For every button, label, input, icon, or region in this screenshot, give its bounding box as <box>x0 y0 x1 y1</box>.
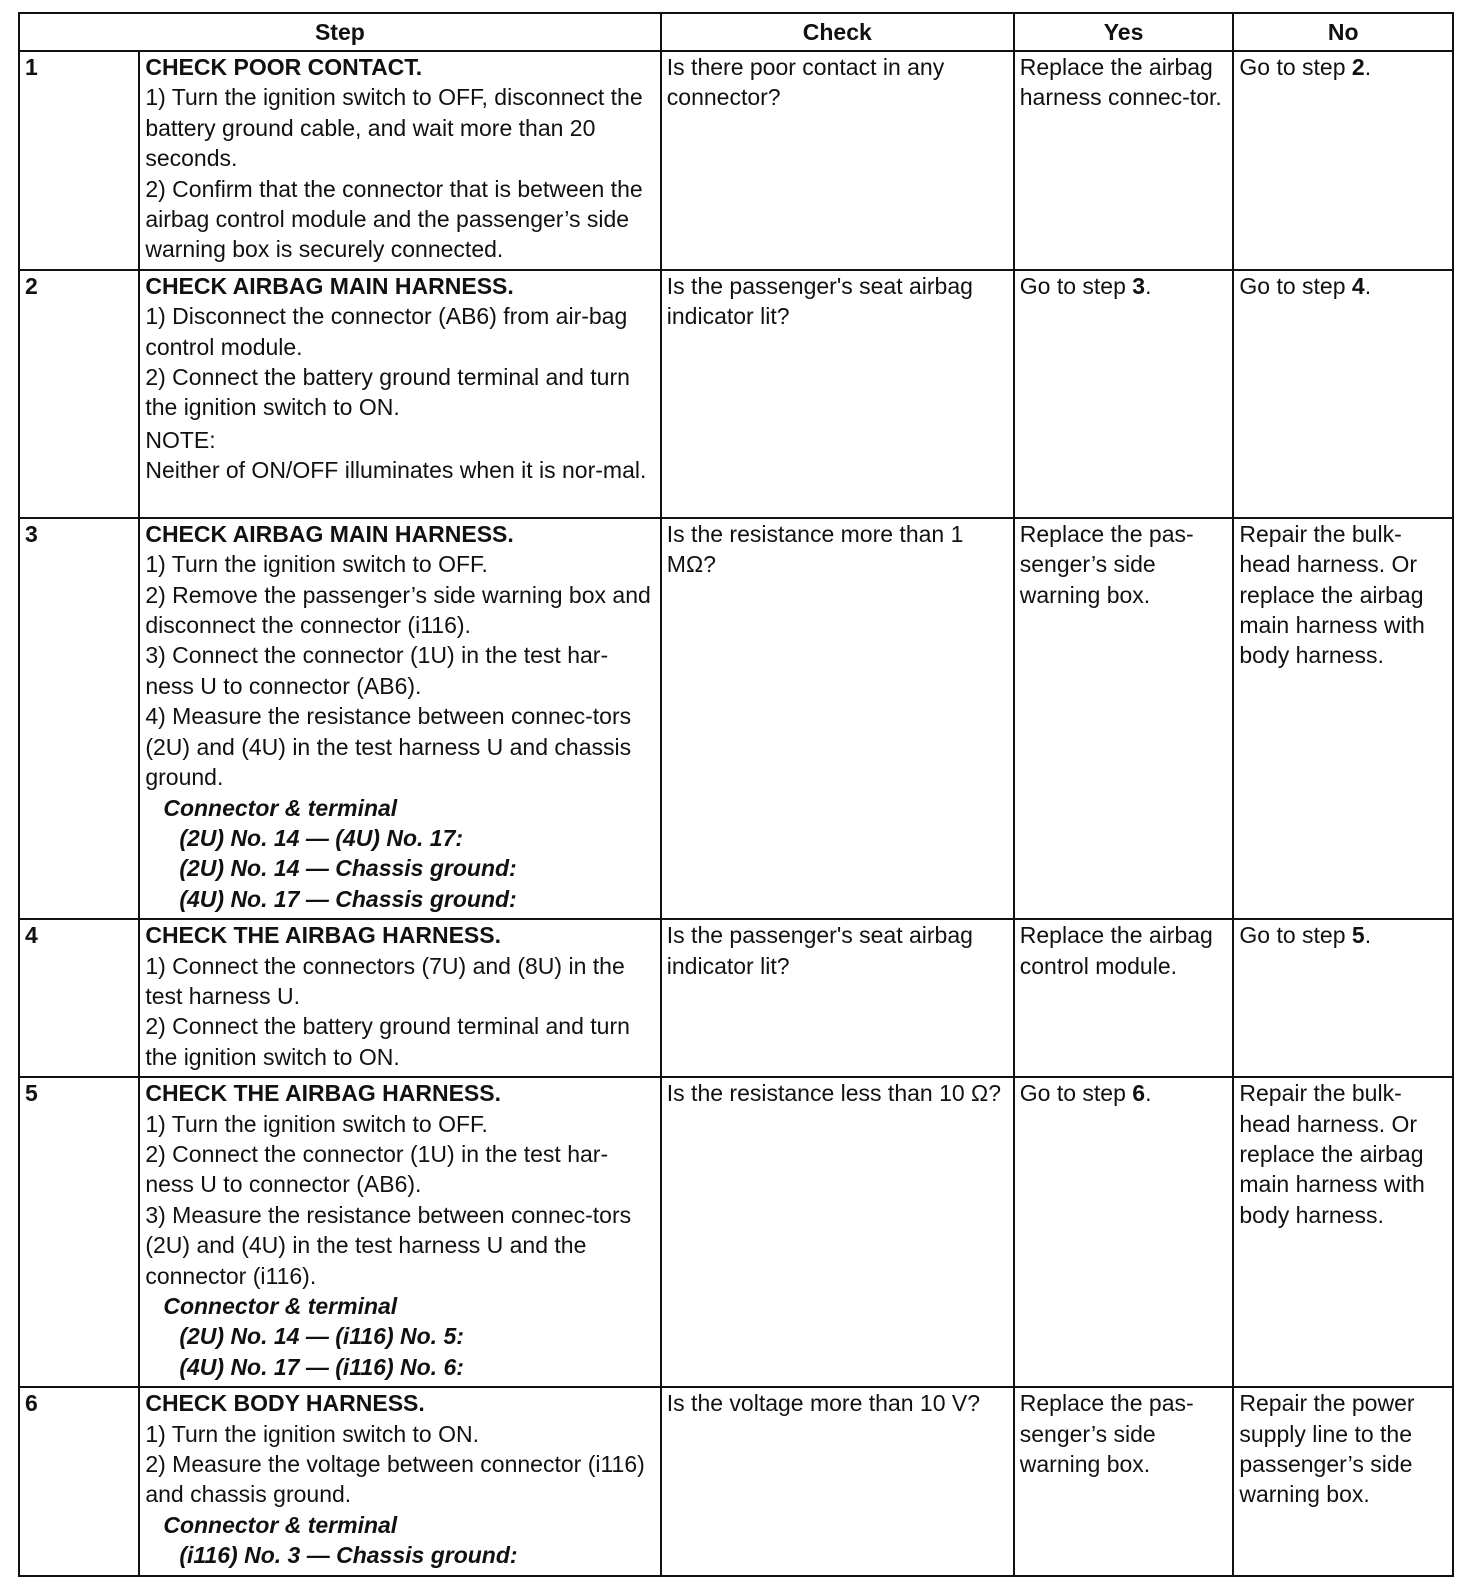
no-cell: Repair the bulk-head harness. Or replace the airbag main harness with body harness. <box>1233 1077 1453 1387</box>
step-title: CHECK AIRBAG MAIN HARNESS. <box>145 520 514 547</box>
step-line: 1) Disconnect the connector (AB6) from air-bag control module. <box>145 303 628 360</box>
step-line: 1) Turn the ignition switch to ON. <box>145 1420 479 1447</box>
step-line: 3) Measure the resistance between connec-tors (2U) and (4U) in the test harness U and the connector (i116). <box>145 1201 632 1289</box>
connector-terminal-line: (2U) No. 14 — Chassis ground: <box>179 855 517 882</box>
step-description <box>139 919 660 1077</box>
step-line: 2) Confirm that the connector that is between the airbag control module and the passenger’s side warning box is securely connected. <box>145 175 643 263</box>
step-line: 2) Connect the battery ground terminal and turn the ignition switch to ON. <box>145 1013 630 1070</box>
connector-terminal-label: Connector & terminal <box>163 794 398 821</box>
table-row <box>19 518 1453 919</box>
step-title: CHECK BODY HARNESS. <box>145 1390 425 1417</box>
check-cell: Is the passenger's seat airbag indicator lit? <box>661 919 1014 1077</box>
yes-suffix: . <box>1145 272 1152 299</box>
step-line: 4) Measure the resistance between connec-tors (2U) and (4U) in the test harness U and chassis ground. <box>145 703 632 791</box>
table-row <box>19 51 1453 270</box>
step-line: 1) Turn the ignition switch to OFF. <box>145 551 488 578</box>
step-line: 1) Turn the ignition switch to OFF. <box>145 1110 488 1137</box>
yes-cell: Replace the airbag control module. <box>1014 919 1234 1077</box>
step-line: 1) Connect the connectors (7U) and (8U) in the test harness U. <box>145 952 625 1009</box>
table-row <box>19 1387 1453 1575</box>
step-ref: 3 <box>1132 272 1146 299</box>
step-description <box>139 1077 660 1387</box>
no-cell: Repair the bulk-head harness. Or replace the airbag main harness with body harness. <box>1233 518 1453 919</box>
step-ref: 5 <box>1351 922 1365 949</box>
connector-terminal-line: (4U) No. 17 — Chassis ground: <box>179 885 517 912</box>
connector-terminal-line: (i116) No. 3 — Chassis ground: <box>179 1542 518 1569</box>
note-text: Neither of ON/OFF illuminates when it is nor-mal. <box>145 457 647 484</box>
step-description <box>139 51 660 270</box>
header-yes: Yes <box>1014 13 1234 51</box>
no-cell <box>1233 51 1453 270</box>
connector-terminal-label: Connector & terminal <box>163 1293 398 1319</box>
connector-terminal-label: Connector & terminal <box>163 1511 398 1538</box>
no-suffix: . <box>1364 54 1372 80</box>
step-ref: 6 <box>1132 1080 1146 1107</box>
no-text: Go to step <box>1239 54 1352 80</box>
step-title: CHECK THE AIRBAG HARNESS. <box>145 922 501 949</box>
step-description <box>139 1387 660 1575</box>
connector-terminal-line: (2U) No. 14 — (i116) No. 5: <box>179 1323 464 1350</box>
no-cell <box>1233 919 1453 1077</box>
no-suffix: . <box>1364 922 1372 949</box>
no-text: Go to step <box>1239 922 1352 949</box>
step-line: 1) Turn the ignition switch to OFF, disconnect the battery ground cable, and wait more than 20 seconds. <box>145 84 643 172</box>
step-line: 2) Connect the connector (1U) in the test har-ness U to connector (AB6). <box>145 1140 609 1198</box>
step-description <box>139 518 660 919</box>
header-no: No <box>1233 13 1453 51</box>
table-row <box>19 1077 1453 1387</box>
yes-text: Go to step <box>1019 1080 1133 1107</box>
yes-cell: Replace the pas-senger’s side warning box. <box>1014 518 1234 919</box>
yes-cell <box>1014 1077 1234 1387</box>
table-header-row <box>19 13 1453 51</box>
check-cell: Is there poor contact in any connector? <box>661 51 1014 270</box>
header-check: Check <box>661 13 1014 51</box>
step-line: 2) Measure the voltage between connector (i116) and chassis ground. <box>145 1451 645 1508</box>
no-suffix: . <box>1364 272 1372 299</box>
connector-terminal-line: (4U) No. 17 — (i116) No. 6: <box>179 1353 464 1380</box>
connector-terminal-line: (2U) No. 14 — (4U) No. 17: <box>179 824 464 851</box>
check-cell: Is the passenger's seat airbag indicator lit? <box>661 270 1014 518</box>
step-number: 1 <box>19 51 139 270</box>
no-cell: Repair the power supply line to the passenger’s side warning box. <box>1233 1387 1453 1575</box>
step-number: 4 <box>19 919 139 1077</box>
note-label: NOTE: <box>145 426 216 453</box>
no-text: Go to step <box>1239 272 1352 299</box>
check-cell: Is the resistance more than 1 MΩ? <box>661 518 1014 919</box>
step-ref: 4 <box>1351 272 1365 299</box>
step-line: 2) Remove the passenger’s side warning box and disconnect the connector (i116). <box>145 581 651 639</box>
yes-cell: Replace the pas-senger’s side warning box. <box>1014 1387 1234 1575</box>
yes-text: Go to step <box>1019 272 1133 299</box>
step-number: 2 <box>19 270 139 518</box>
diagnostic-table <box>18 12 1454 1577</box>
step-title: CHECK AIRBAG MAIN HARNESS. <box>145 272 514 299</box>
step-line: 3) Connect the connector (1U) in the test har-ness U to connector (AB6). <box>145 642 609 699</box>
step-number: 6 <box>19 1387 139 1575</box>
table-row <box>19 919 1453 1077</box>
check-cell: Is the voltage more than 10 V? <box>661 1387 1014 1575</box>
no-cell <box>1233 270 1453 518</box>
step-line: 2) Connect the battery ground terminal and turn the ignition switch to ON. <box>145 364 630 421</box>
step-title: CHECK POOR CONTACT. <box>145 54 423 80</box>
step-title: CHECK THE AIRBAG HARNESS. <box>145 1080 501 1107</box>
step-description <box>139 270 660 518</box>
yes-cell: Replace the airbag harness connec-tor. <box>1014 51 1234 270</box>
step-ref: 2 <box>1351 54 1365 80</box>
yes-suffix: . <box>1145 1080 1152 1107</box>
table-row <box>19 270 1453 518</box>
step-number: 3 <box>19 518 139 919</box>
check-cell: Is the resistance less than 10 Ω? <box>661 1077 1014 1387</box>
yes-cell <box>1014 270 1234 518</box>
header-step: Step <box>19 13 661 51</box>
step-number: 5 <box>19 1077 139 1387</box>
